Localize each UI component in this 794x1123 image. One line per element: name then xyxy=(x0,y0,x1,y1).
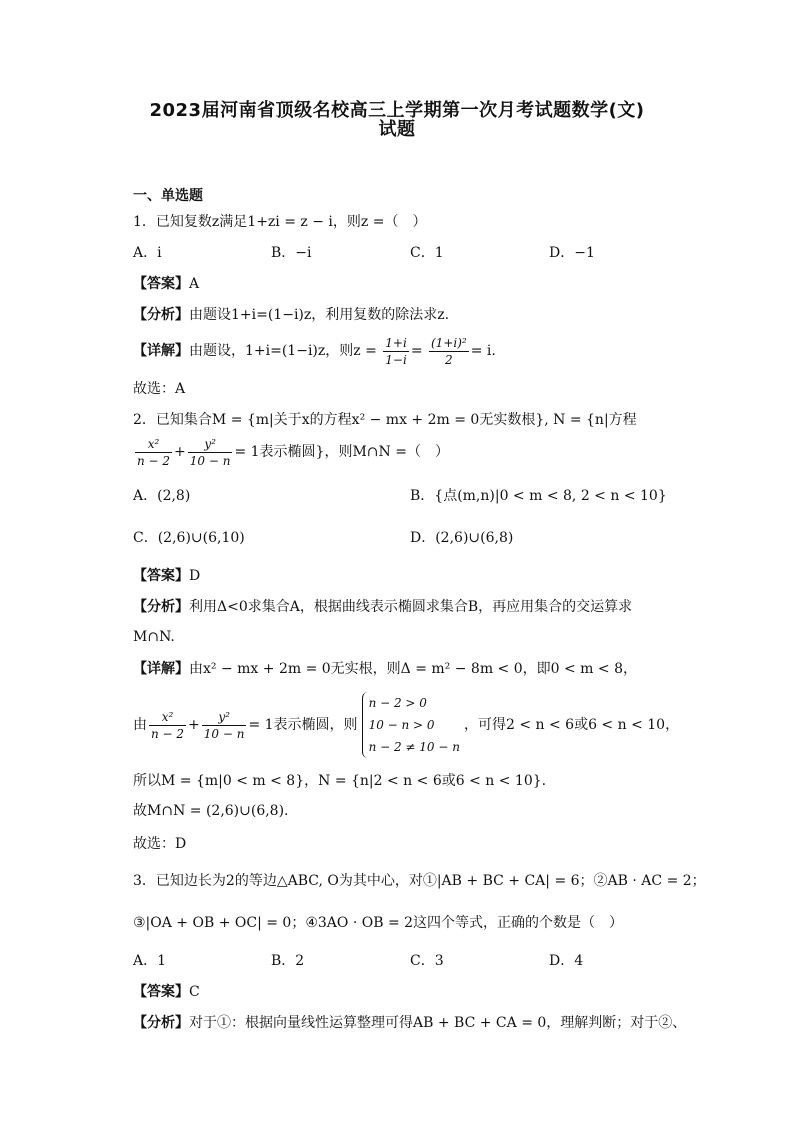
q2-option-a: A．(2,8) xyxy=(133,488,191,504)
plus-sign: + xyxy=(174,444,186,460)
detail-text: = i. xyxy=(470,343,496,359)
analysis-text: 利用Δ<0求集合A，根据曲线表示椭圆求集合B，再应用集合的交运算求 xyxy=(189,599,633,615)
q2-answer xyxy=(133,566,200,586)
q3-option-c: C．3 xyxy=(410,953,444,969)
fraction-numerator: y² xyxy=(202,709,247,726)
q2-option-b: B．{点(m,n)|0 < m < 8, 2 < n < 10} xyxy=(410,488,667,504)
inequality-system xyxy=(362,692,460,758)
plus-sign: + xyxy=(188,717,200,733)
q1-choice: 故选：A xyxy=(133,381,186,397)
fraction-denominator: 1−i xyxy=(385,352,407,367)
detail-tag: 【详解】 xyxy=(133,661,189,677)
fraction xyxy=(429,335,469,368)
fraction-denominator: 10 − n xyxy=(203,726,245,741)
system-line: n − 2 > 0 xyxy=(368,696,427,710)
fraction-denominator: 2 xyxy=(445,352,453,367)
q2-analysis-cont: M∩N. xyxy=(133,629,175,645)
q3-analysis xyxy=(133,1013,686,1033)
q3-option-a: A．1 xyxy=(133,953,167,969)
q1-detail xyxy=(133,333,496,369)
fraction xyxy=(188,436,233,469)
detail-text: = 1表示椭圆，则 xyxy=(248,717,358,733)
analysis-tag: 【分析】 xyxy=(133,307,189,323)
q3-answer xyxy=(133,982,200,1002)
detail-text: 由x² − mx + 2m = 0无实根，则Δ = m² − 8m < 0，即0 < m < 8， xyxy=(189,661,637,677)
analysis-text: 对于①：根据向量线性运算整理可得AB + BC + CA = 0，理解判断；对于②、 xyxy=(189,1015,687,1031)
q2-detail-result: 所以M = {m|0 < m < 8}，N = {n|2 < n < 6或6 < n < 10}. xyxy=(133,773,547,789)
answer-value: A xyxy=(189,276,200,292)
q2-choice: 故选：D xyxy=(133,836,187,852)
section-heading: 一、单选题 xyxy=(133,188,203,204)
q2-option-d: D．(2,6)∪(6,8) xyxy=(410,530,514,546)
fraction-denominator: n − 2 xyxy=(137,453,171,468)
q2-option-c: C．(2,6)∪(6,10) xyxy=(133,530,245,546)
q1-stem: 1．已知复数z满足1+zi = z − i，则z =（ ） xyxy=(133,214,427,230)
answer-tag: 【答案】 xyxy=(133,984,189,1000)
fraction xyxy=(135,436,172,469)
system-line: n − 2 ≠ 10 − n xyxy=(368,740,460,754)
q2-detail-intersection: 故M∩N = (2,6)∪(6,8). xyxy=(133,803,289,819)
q1-analysis xyxy=(133,305,449,325)
answer-value: C xyxy=(189,984,200,1000)
fraction-numerator: y² xyxy=(188,436,233,453)
q1-option-c: C．1 xyxy=(410,245,444,261)
fraction-numerator: x² xyxy=(135,436,172,453)
q1-answer xyxy=(133,274,199,294)
fraction-denominator: 10 − n xyxy=(189,453,231,468)
q1-option-d: D．−1 xyxy=(549,245,595,261)
detail-text: 由题设，1+i=(1−i)z，则z = xyxy=(189,343,377,359)
fraction xyxy=(149,709,186,742)
answer-tag: 【答案】 xyxy=(133,568,189,584)
fraction xyxy=(202,709,247,742)
analysis-tag: 【分析】 xyxy=(133,1015,189,1031)
fraction-denominator: n − 2 xyxy=(151,726,185,741)
system-line: 10 − n > 0 xyxy=(368,718,435,732)
detail-text: 由 xyxy=(133,717,147,733)
answer-tag: 【答案】 xyxy=(133,276,189,292)
q1-option-a: A．i xyxy=(133,245,162,261)
fraction-numerator: (1+i)² xyxy=(431,335,467,350)
q1-option-b: B．−i xyxy=(271,245,312,261)
q2-stem: 2．已知集合M = {m|关于x的方程x² − mx + 2m = 0无实数根}, N = {n|方程 xyxy=(133,412,637,428)
document-title-line2: 试题 xyxy=(378,119,416,140)
analysis-text: 由题设1+i=(1−i)z，利用复数的除法求z. xyxy=(189,307,450,323)
answer-value: D xyxy=(189,568,201,584)
detail-text: ，可得2 < n < 6或6 < n < 10， xyxy=(463,717,680,733)
equals-sign: = xyxy=(410,343,423,359)
q2-analysis xyxy=(133,597,632,617)
q3-stem: 3．已知边长为2的等边△ABC, O为其中心，对①|AB + BC + CA| = 6；②AB · AC = 2； xyxy=(133,873,706,889)
fraction xyxy=(383,335,409,368)
fraction-numerator: x² xyxy=(149,709,186,726)
q3-option-b: B．2 xyxy=(271,953,305,969)
q2-detail-cont xyxy=(133,692,679,758)
detail-tag: 【详解】 xyxy=(133,343,189,359)
q2-detail xyxy=(133,659,637,679)
q3-option-d: D．4 xyxy=(549,953,584,969)
q2-stem-cont xyxy=(133,434,449,470)
q3-stem-cont: ③|OA + OB + OC| = 0；④3AO · OB = 2这四个等式，正确的个数是（ ） xyxy=(133,915,624,931)
analysis-tag: 【分析】 xyxy=(133,599,189,615)
stem-text: = 1表示椭圆}，则M∩N =（ ） xyxy=(234,444,449,460)
document-title: 2023届河南省顶级名校高三上学期第一次月考试题数学(文) xyxy=(149,100,645,121)
fraction-numerator: 1+i xyxy=(385,335,407,350)
